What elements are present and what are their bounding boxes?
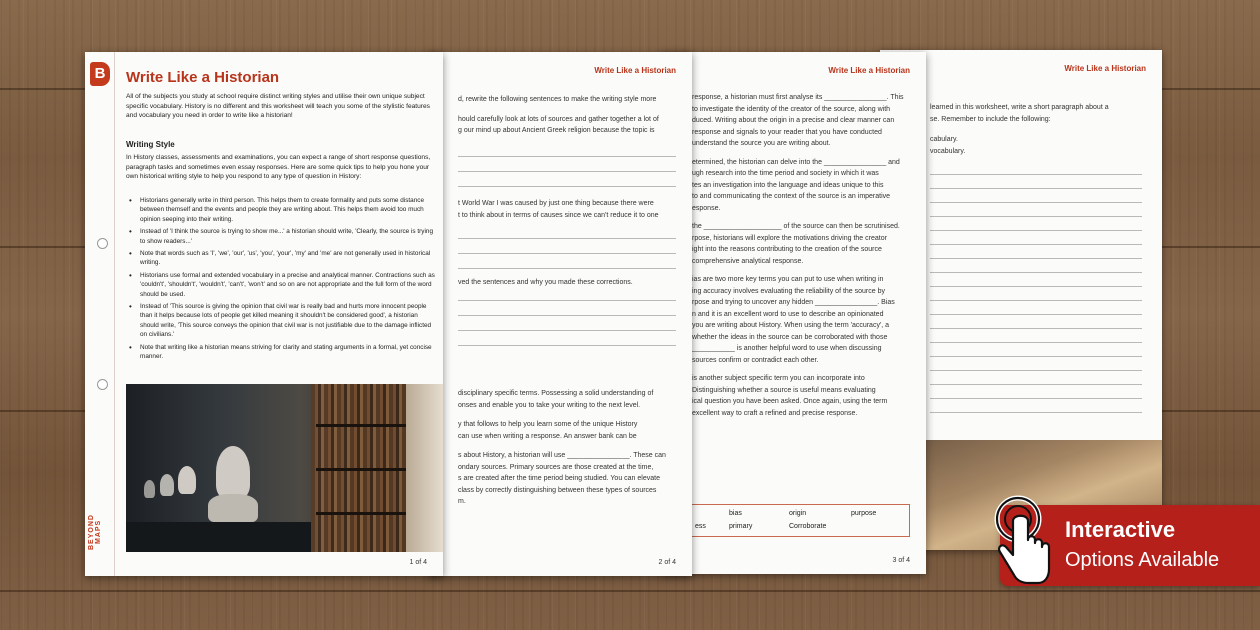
badge-title: Interactive [1065, 517, 1176, 542]
page2-exercise-2: t World War I was caused by just one thing because there were t to think about in terms of causes since we can't reduce it to one [458, 200, 659, 219]
section-heading: Writing Style [126, 140, 175, 149]
answer-lines [458, 156, 676, 187]
brand-name: BEYOND MAPS [88, 514, 102, 550]
marble-bust [216, 446, 250, 498]
page-title: Write Like a Historian [126, 69, 280, 86]
bust-shoulders [208, 494, 258, 522]
answer-lines [458, 300, 676, 346]
word-bank [680, 504, 910, 537]
page-sidebar [85, 52, 115, 576]
page-number: 1 of 4 [409, 559, 427, 566]
intro-paragraph: All of the subjects you study at school require distinct writing styles and utilise their own unique subject specific vocabulary. History is no different and this worksheet will teach you some of the stylistic features and vocabulary you need in order to write like a historian! [126, 93, 430, 120]
section-intro: In History classes, assessments and examinations, you can expect a range of short response questions, paragraph tasks and sometimes even essay responses. Here are some quick tips to help you hone your own historical writing style to help you respond to any type of question in History: [126, 154, 431, 181]
list-item: • Historians use formal and extended vocabulary in a precise and analytical manner. Contractions such as 'couldn't', 'shouldn't', 'wouldn't', 'can't', 'won't' and so on are not appropriate and the full form of the word should be used. [126, 271, 436, 299]
word-bank-term: purpose [851, 510, 877, 517]
wood-plank-seam [0, 590, 1260, 592]
word-bank-term: primary [729, 523, 753, 530]
badge-subtitle: Options Available [1065, 549, 1220, 571]
page-number: 3 of 4 [892, 557, 910, 564]
tips-list [126, 196, 436, 365]
word-bank-term: ess [695, 523, 706, 530]
list-item: • Historians generally write in third person. This helps them to create formality and puts some distance between themself and the events and people they are writing about. This helps them avoid too much opinion seeping into their writing. [126, 196, 436, 224]
list-item: • Note that words such as 'I', 'we', 'our', 'us', 'you', 'your', 'my' and 'me' are not generally used in historical writing. [126, 249, 436, 268]
worksheet-page-2 [428, 52, 692, 576]
page-number: 2 of 4 [658, 559, 676, 566]
library-busts-photo [126, 384, 443, 552]
page4-text: learned in this worksheet, write a short paragraph about a se. Remember to include the following: cabulary. vocabulary. [930, 104, 1109, 155]
word-bank-term: bias [729, 510, 742, 517]
page2-exercise-1: d, rewrite the following sentences to make the writing style more hould carefully look at lots of sources and gather together a lot of g our mind up about Ancient Greek religion because the topic is [458, 96, 659, 134]
page-header: Write Like a Historian [828, 66, 910, 75]
list-item: • Instead of 'I think the source is trying to show me...' a historian should write, 'Clearly, the source is trying to show readers...' [126, 227, 436, 246]
page-header: Write Like a Historian [1064, 64, 1146, 73]
list-item: • Note that writing like a historian means striving for clarity and stating arguments in a formal, yet concise manner. [126, 343, 436, 362]
page2-exercise-3: ved the sentences and why you made these corrections. [458, 279, 633, 286]
worksheet-page-3 [662, 52, 926, 574]
page-header: Write Like a Historian [594, 66, 676, 75]
worksheet-page-1 [85, 52, 443, 576]
tap-hand-icon [992, 495, 1054, 587]
punch-hole [97, 379, 108, 390]
answer-lines [930, 174, 1142, 426]
list-item: • Instead of 'This source is giving the opinion that civil war is really bad and hurts more innocent people than it helps because lots of people get killed meaning it shouldn't be considered good', a historian should write, 'This source conveys the opinion that civil war is not justifiable due to the damage inflicted on civilians.' [126, 302, 436, 340]
page2-vocab-text: disciplinary specific terms. Possessing a solid understanding of onses and enable you to take your writing to the next level. y that follows to help you learn some of the unique History can use when writing a response. An answer bank can be s about History, a historian will use ________________. These can ondary sources. Primary sources are those created at the time, s are created after the time period being studied. You can elevate class by correctly distinguishing between these types of sources m. [458, 390, 666, 505]
word-bank-term: origin [789, 510, 807, 517]
ladder-column [406, 384, 443, 552]
page3-text: response, a historian must first analyse its ________________. This to investigate the identity of the creator of the source, along with duced. Writing about the origin in a precise and clear manner can response and signals to your reader that you have conducted understand the source you are writing about. etermined, the historian can delve into the ________________ and ugh research into the time period and society in which it was tes an investigation into the language and ideas unique to this to and communicating the context of the source is an imperative esponse. the ____________________ of the source can then be scrutinised. rpose, historians will explore the motivations driving the creator ight into the reasons contributing to the creation of the source comprehensive analytical response. ias are two more key terms you can put to use when writing in ing accuracy involves evaluating the reliability of the source by rpose and trying to uncover any hidden ________________. Bias n and it is an excellent word to use to describe an opinionated you are writing about History. When using the term 'accuracy', a whether the ideas in the source can be corroborated with those ___________ is another helpful word to use when discussing sources confirm or contradict each other. is another subject specific term you can incorporate into Distinguishing whether a source is useful means evaluating ical question you have been asked. Once again, using the term excellent way to craft a refined and precise response. [692, 94, 904, 417]
marble-bust [178, 466, 196, 494]
punch-hole [97, 238, 108, 249]
marble-bust [144, 480, 155, 498]
floor-shadow [126, 522, 311, 552]
marble-bust [160, 474, 174, 496]
answer-lines [458, 238, 676, 269]
word-bank-term: Corroborate [789, 523, 827, 530]
brand-logo: B [90, 62, 110, 86]
